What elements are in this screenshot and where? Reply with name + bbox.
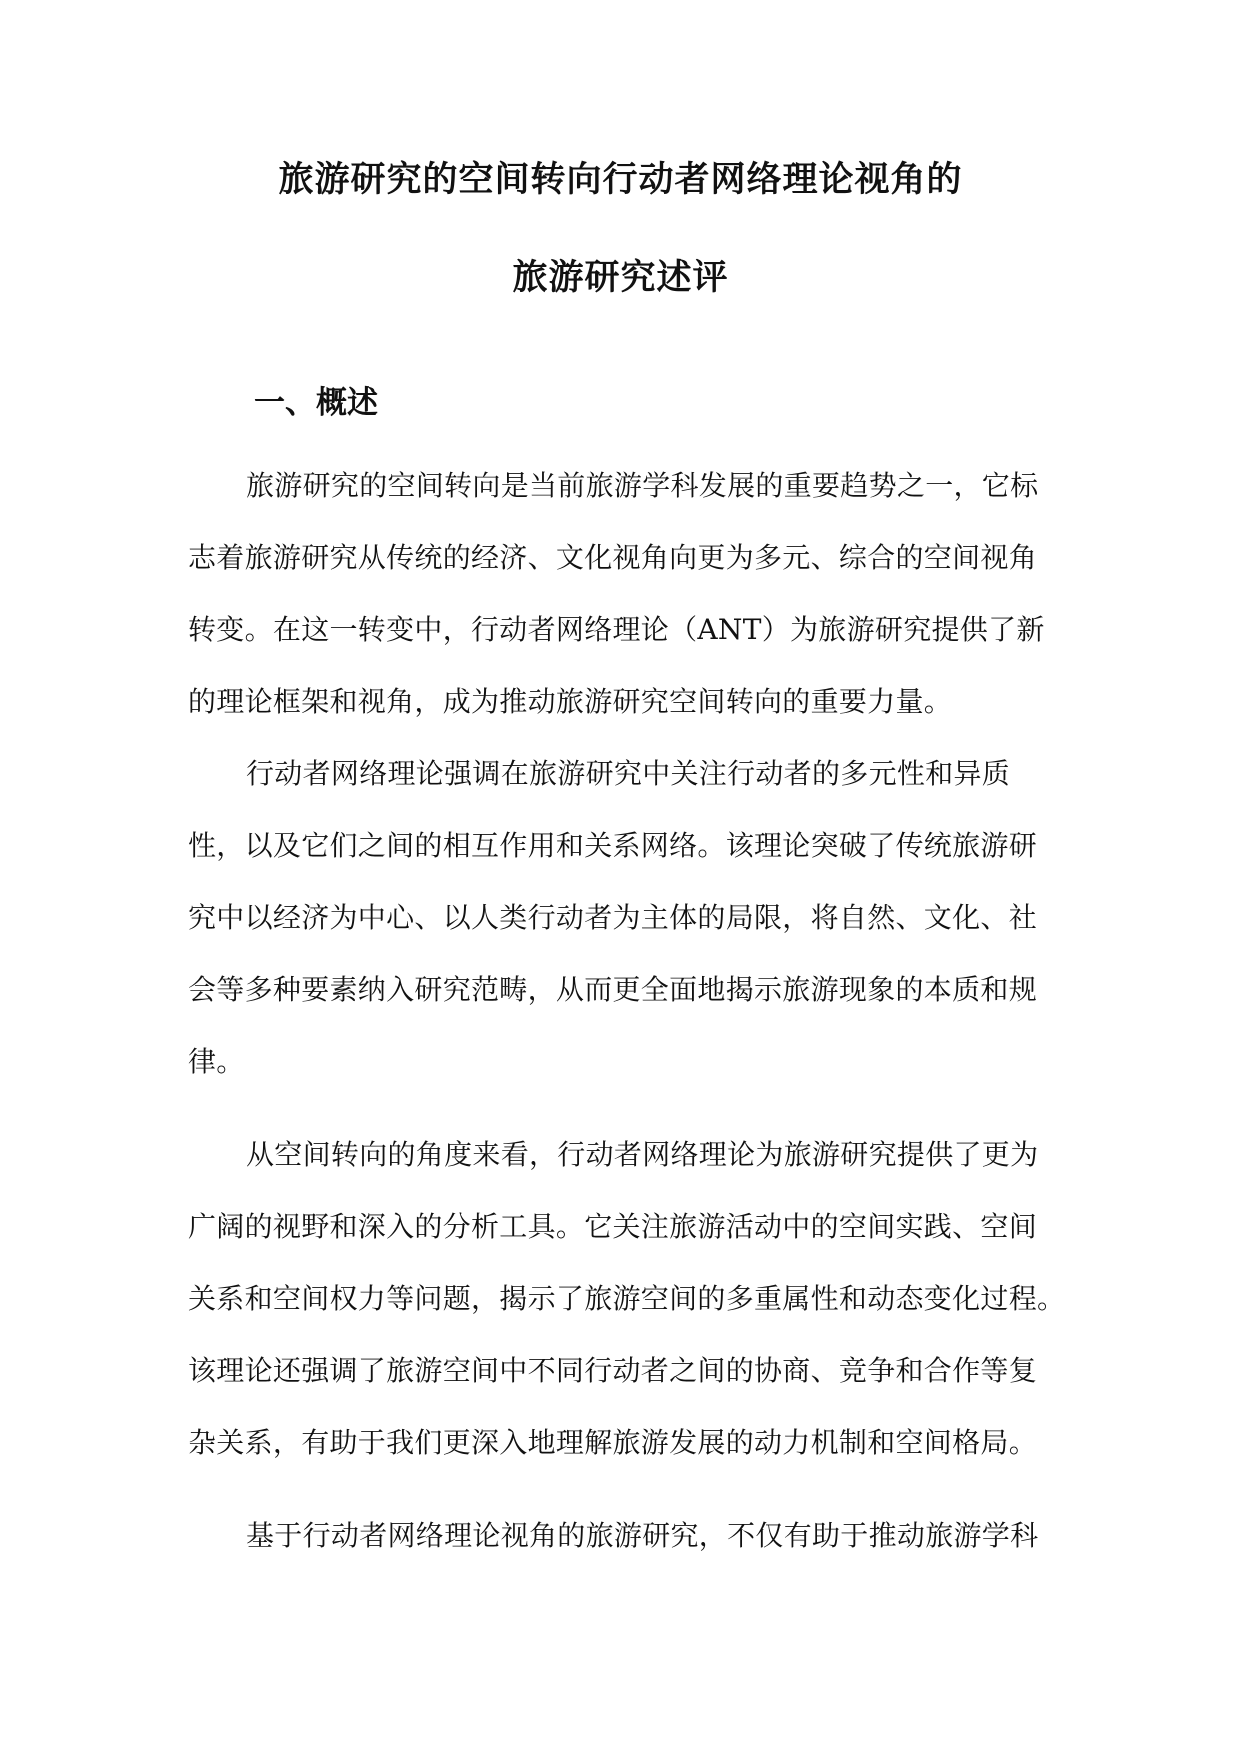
document-title-line-2: 旅游研究述评 <box>512 258 729 298</box>
paragraph-3-line-4: 该理论还强调了旅游空间中不同行动者之间的协商、竞争和合作等复 <box>188 1354 1038 1387</box>
section-heading: 一、概述 <box>254 385 378 421</box>
paragraph-3-line-2: 广阔的视野和深入的分析工具。它关注旅游活动中的空间实践、空间 <box>188 1210 1038 1243</box>
paragraph-1-line-4: 的理论框架和视角，成为推动旅游研究空间转向的重要力量。 <box>188 685 953 718</box>
paragraph-2-line-3: 究中以经济为中心、以人类行动者为主体的局限，将自然、文化、社 <box>188 901 1038 934</box>
paragraph-2-line-5: 律。 <box>188 1045 245 1078</box>
paragraph-4-line-1: 基于行动者网络理论视角的旅游研究，不仅有助于推动旅游学科 <box>246 1519 1039 1552</box>
paragraph-2-line-1: 行动者网络理论强调在旅游研究中关注行动者的多元性和异质 <box>246 757 1011 790</box>
paragraph-3-line-5: 杂关系，有助于我们更深入地理解旅游发展的动力机制和空间格局。 <box>188 1426 1038 1459</box>
paragraph-2-line-4: 会等多种要素纳入研究范畴，从而更全面地揭示旅游现象的本质和规 <box>188 973 1038 1006</box>
paragraph-1-line-2: 志着旅游研究从传统的经济、文化视角向更为多元、综合的空间视角 <box>188 541 1038 574</box>
paragraph-2-line-2: 性，以及它们之间的相互作用和关系网络。该理论突破了传统旅游研 <box>188 829 1038 862</box>
paragraph-3-line-3: 关系和空间权力等问题，揭示了旅游空间的多重属性和动态变化过程。 <box>188 1282 1066 1315</box>
paragraph-3-line-1: 从空间转向的角度来看，行动者网络理论为旅游研究提供了更为 <box>246 1138 1039 1171</box>
document-title-line-1: 旅游研究的空间转向行动者网络理论视角的 <box>278 160 963 200</box>
paragraph-1-line-1: 旅游研究的空间转向是当前旅游学科发展的重要趋势之一，它标 <box>246 469 1039 502</box>
paragraph-1-line-3: 转变。在这一转变中，行动者网络理论（ANT）为旅游研究提供了新 <box>188 613 1045 646</box>
